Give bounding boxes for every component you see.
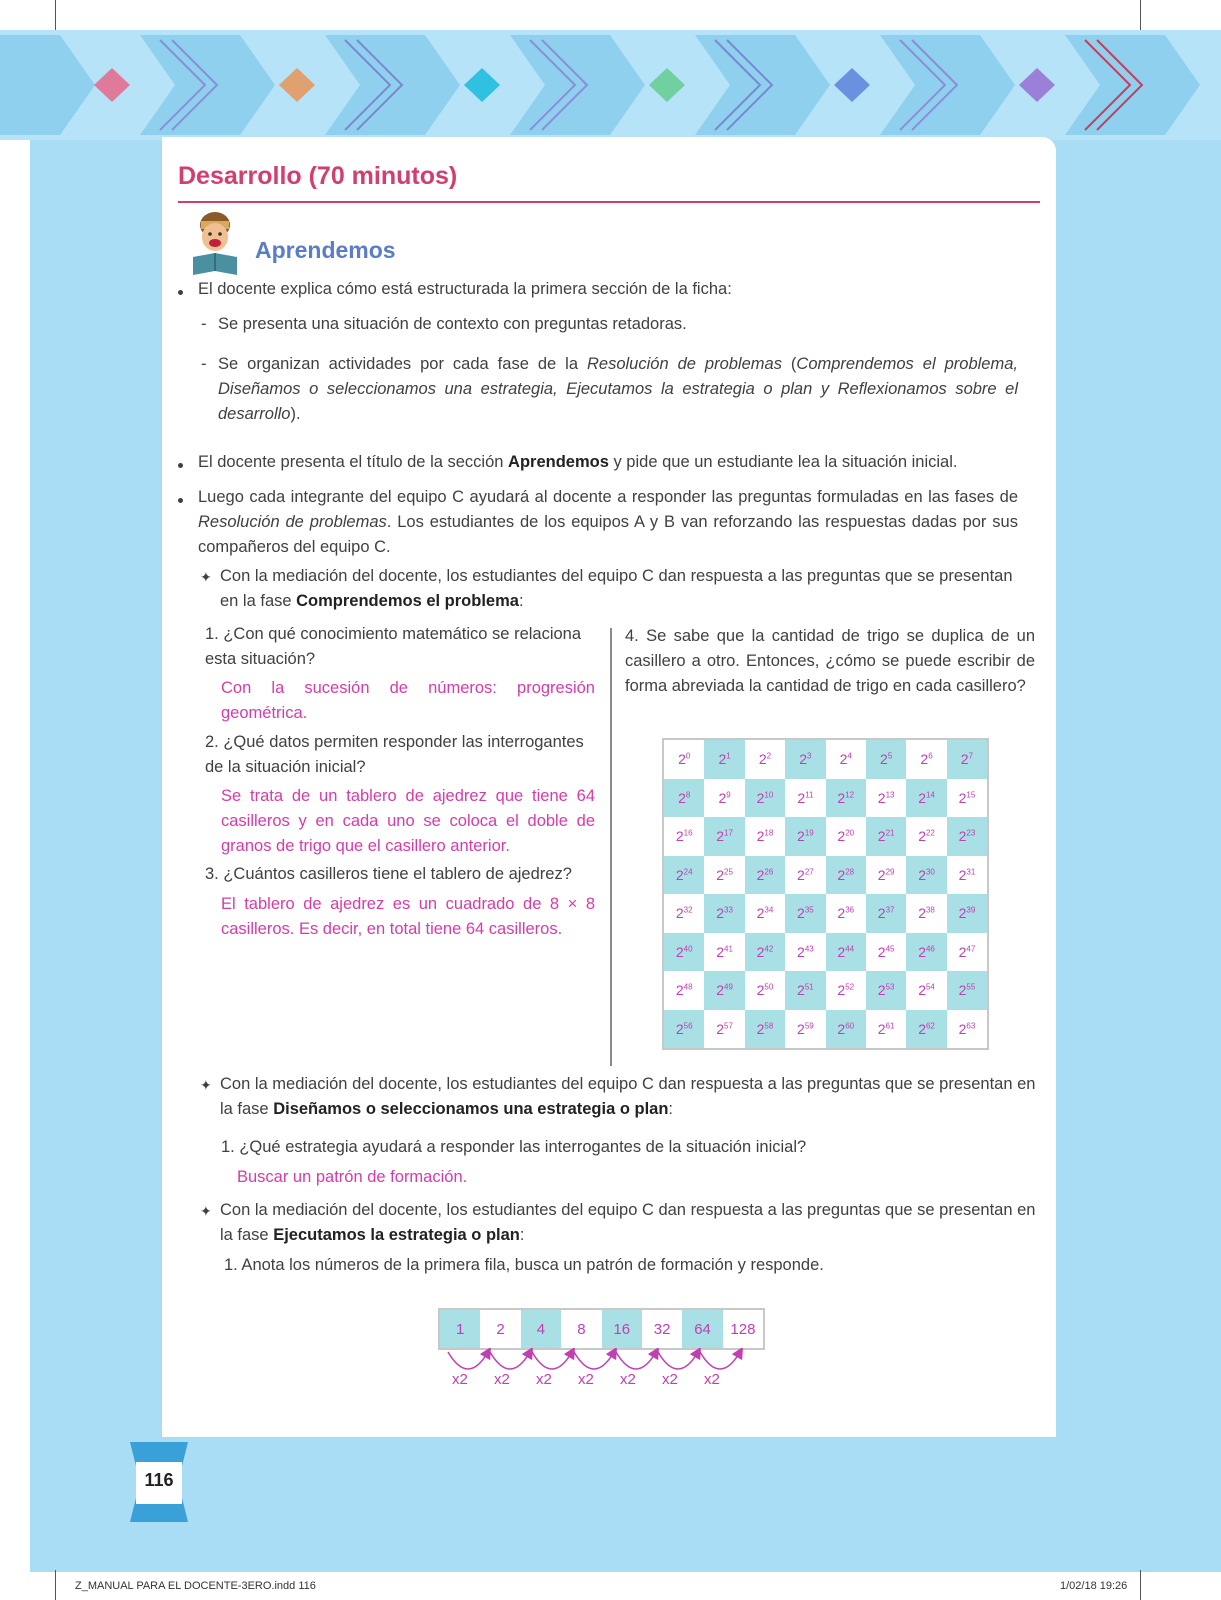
pattern-cell: 8 (577, 1320, 586, 1338)
board-cell: $2^{23}$ (947, 817, 987, 856)
board-cell: $2^{49}$ (704, 971, 744, 1010)
board-cell: $2^{43}$ (797, 943, 814, 960)
board-cell: $2^{48}$ (675, 982, 693, 999)
title-rule (178, 201, 1040, 203)
crop-mark (55, 1570, 56, 1600)
board-cell: $2^{44}$ (826, 933, 866, 972)
board-cell: $2^{12}$ (826, 779, 866, 818)
phase3-lead: Con la mediación del docente, los estudiantes del equipo C dan respuesta a las preguntas que se presentan en la fase Ejecutamos la estrategia o plan: (220, 1201, 1036, 1244)
board-cell: $2^9$ (718, 789, 731, 806)
question-1: 1. ¿Con qué conocimiento matemático se relaciona esta situación? (205, 625, 582, 668)
dash-marker: - (201, 355, 207, 373)
bullet-marker (178, 290, 183, 295)
multiplier-label: x2 (452, 1371, 468, 1388)
board-cell: $2^{57}$ (716, 1020, 733, 1037)
board-cell: $2^{37}$ (866, 894, 906, 933)
board-cell: $2^{63}$ (958, 1020, 976, 1037)
board-cell: $2^{31}$ (958, 866, 976, 883)
board-cell: $2^3$ (785, 740, 825, 779)
phase3-question-1: 1. Anota los números de la primera fila, busca un patrón de formación y responde. (224, 1256, 824, 1274)
question-2: 2. ¿Qué datos permiten responder las interrogantes de la situación inicial? (205, 733, 584, 776)
footer-date: 1/02/18 19:26 (1060, 1580, 1128, 1592)
crop-mark (1140, 1570, 1141, 1600)
board-cell: $2^{17}$ (704, 817, 744, 856)
bullet-marker (178, 463, 183, 468)
pattern-cell: 32 (653, 1320, 671, 1338)
crop-mark (55, 0, 56, 30)
board-cell: $2^{58}$ (745, 1010, 785, 1049)
multiplier-label: x2 (620, 1371, 636, 1388)
board-cell: $2^{46}$ (906, 933, 946, 972)
board-cell: $2^{53}$ (866, 971, 906, 1010)
multiplier-label: x2 (536, 1371, 552, 1388)
phase2-answer-1: Buscar un patrón de formación. (237, 1168, 468, 1186)
board-cell: $2^0$ (678, 751, 691, 768)
student-reading-illustration (185, 207, 245, 277)
board-cell: $2^{45}$ (877, 943, 895, 960)
board-cell: $2^{18}$ (756, 828, 774, 845)
board-cell: $2^{61}$ (877, 1020, 895, 1037)
section-heading: Aprendemos (255, 237, 396, 263)
phase2-lead: Con la mediación del docente, los estudiantes del equipo C dan respuesta a las preguntas que se presentan en la fase Diseñamos o seleccionamos una estrategia o plan: (220, 1075, 1036, 1118)
pattern-cell: 1 (440, 1310, 480, 1348)
phase2-question-1: 1. ¿Qué estrategia ayudará a responder las interrogantes de la situación inicial? (221, 1138, 807, 1156)
pattern-cell: 128 (730, 1320, 756, 1338)
board-cell: $2^{26}$ (745, 856, 785, 895)
multiplier-label: x2 (494, 1371, 510, 1388)
board-cell: $2^{47}$ (958, 943, 976, 960)
bullet-marker (178, 498, 183, 503)
board-cell: $2^{54}$ (918, 982, 935, 999)
board-cell: $2^{28}$ (826, 856, 866, 895)
board-cell: $2^{27}$ (797, 866, 814, 883)
board-cell: $2^{34}$ (756, 905, 774, 922)
board-cell: $2^7$ (947, 740, 987, 779)
board-cell: $2^{20}$ (837, 828, 855, 845)
board-cell: $2^{22}$ (918, 828, 935, 845)
multiplier-label: x2 (662, 1371, 678, 1388)
page-title: Desarrollo (70 minutos) (178, 162, 458, 190)
board-cell: $2^{30}$ (906, 856, 946, 895)
crop-mark (1140, 0, 1141, 30)
board-cell: $2^{40}$ (664, 933, 704, 972)
pattern-cell: 64 (682, 1310, 722, 1348)
board-cell: $2^{41}$ (716, 943, 733, 960)
board-cell: $2^5$ (866, 740, 906, 779)
star-bullet-icon: ✦ (200, 569, 212, 585)
board-cell: $2^{59}$ (797, 1020, 814, 1037)
board-cell: $2^{55}$ (947, 971, 987, 1010)
chessboard-powers-grid (662, 738, 989, 1050)
board-cell: $2^{38}$ (918, 905, 935, 922)
board-cell: $2^{24}$ (664, 856, 704, 895)
answer-2: Se trata de un tablero de ajedrez que tiene 64 casilleros y en cada uno se coloca el doble de granos de trigo que el casillero anterior. (221, 787, 595, 855)
column-divider (610, 628, 612, 1066)
board-cell: $2^{60}$ (826, 1010, 866, 1049)
board-cell: $2^2$ (758, 751, 772, 768)
board-cell: $2^{56}$ (664, 1010, 704, 1049)
intro-bullet-1: El docente explica cómo está estructurada la primera sección de la ficha: (198, 280, 732, 298)
board-cell: $2^{51}$ (785, 971, 825, 1010)
board-cell: $2^{16}$ (675, 828, 693, 845)
board-cell: $2^{33}$ (704, 894, 744, 933)
pattern-cell: 16 (602, 1310, 642, 1348)
dash-marker: - (201, 315, 207, 333)
page-number: 116 (144, 1470, 174, 1490)
phase1-lead: Con la mediación del docente, los estudiantes del equipo C dan respuesta a las preguntas que se presentan en la fase Comprendemos el problema: (220, 567, 1013, 610)
board-cell: $2^{21}$ (866, 817, 906, 856)
board-cell: $2^{32}$ (675, 905, 693, 922)
pattern-cell: 2 (496, 1320, 505, 1338)
board-cell: $2^{52}$ (837, 982, 855, 999)
answer-3: El tablero de ajedrez es un cuadrado de 8 × 8 casilleros. Es decir, en total tiene 64 casilleros. (221, 895, 595, 938)
board-cell: $2^{15}$ (958, 789, 976, 806)
intro-bullet-2: El docente presenta el título de la sección Aprendemos y pide que un estudiante lea la situación inicial. (198, 453, 958, 471)
board-cell: $2^{25}$ (716, 866, 733, 883)
board-cell: $2^6$ (920, 751, 933, 768)
board-cell: $2^{14}$ (906, 779, 946, 818)
board-cell: $2^{62}$ (906, 1010, 946, 1049)
intro-bullet-3: Luego cada integrante del equipo C ayudará al docente a responder las preguntas formuladas en las fases de Resolución de problemas. Los estudiantes de los equipos A y B van reforzando las respuestas dadas por sus compañeros del equipo C. (198, 488, 1018, 556)
question-3: 3. ¿Cuántos casilleros tiene el tablero de ajedrez? (205, 865, 572, 883)
intro-dash-1: Se presenta una situación de contexto con preguntas retadoras. (218, 315, 687, 333)
board-cell: $2^{13}$ (877, 789, 895, 806)
footer-file-name: Z_MANUAL PARA EL DOCENTE-3ERO.indd 116 (75, 1580, 316, 1592)
intro-dash-2: Se organizan actividades por cada fase de la Resolución de problemas (Comprendemos el problema, Diseñamos o seleccionamos una estrategia, Ejecutamos la estrategia o plan y Reflexionamos sobre el desarrollo). (218, 355, 1018, 423)
board-cell: $2^{36}$ (837, 905, 855, 922)
board-cell: $2^4$ (839, 751, 852, 768)
board-cell: $2^{35}$ (785, 894, 825, 933)
star-bullet-icon: ✦ (200, 1203, 212, 1219)
pattern-row-table (438, 1308, 765, 1350)
decorative-banner (0, 30, 1221, 140)
board-cell: $2^8$ (664, 779, 704, 818)
multiplier-label: x2 (578, 1371, 594, 1388)
board-cell: $2^{39}$ (947, 894, 987, 933)
board-cell: $2^1$ (704, 740, 744, 779)
multiplier-label: x2 (704, 1371, 720, 1388)
pattern-cell: 4 (521, 1310, 561, 1348)
star-bullet-icon: ✦ (200, 1077, 212, 1093)
board-cell: $2^{11}$ (797, 789, 814, 806)
board-cell: $2^{42}$ (745, 933, 785, 972)
board-cell: $2^{10}$ (745, 779, 785, 818)
board-cell: $2^{19}$ (785, 817, 825, 856)
board-cell: $2^{29}$ (877, 866, 895, 883)
board-cell: $2^{50}$ (756, 982, 774, 999)
question-4: 4. Se sabe que la cantidad de trigo se duplica de un casillero a otro. Entonces, ¿cómo se puede escribir de forma abreviada la cantidad de trigo en cada casillero? (625, 627, 1035, 695)
answer-1: Con la sucesión de números: progresión geométrica. (221, 679, 595, 722)
